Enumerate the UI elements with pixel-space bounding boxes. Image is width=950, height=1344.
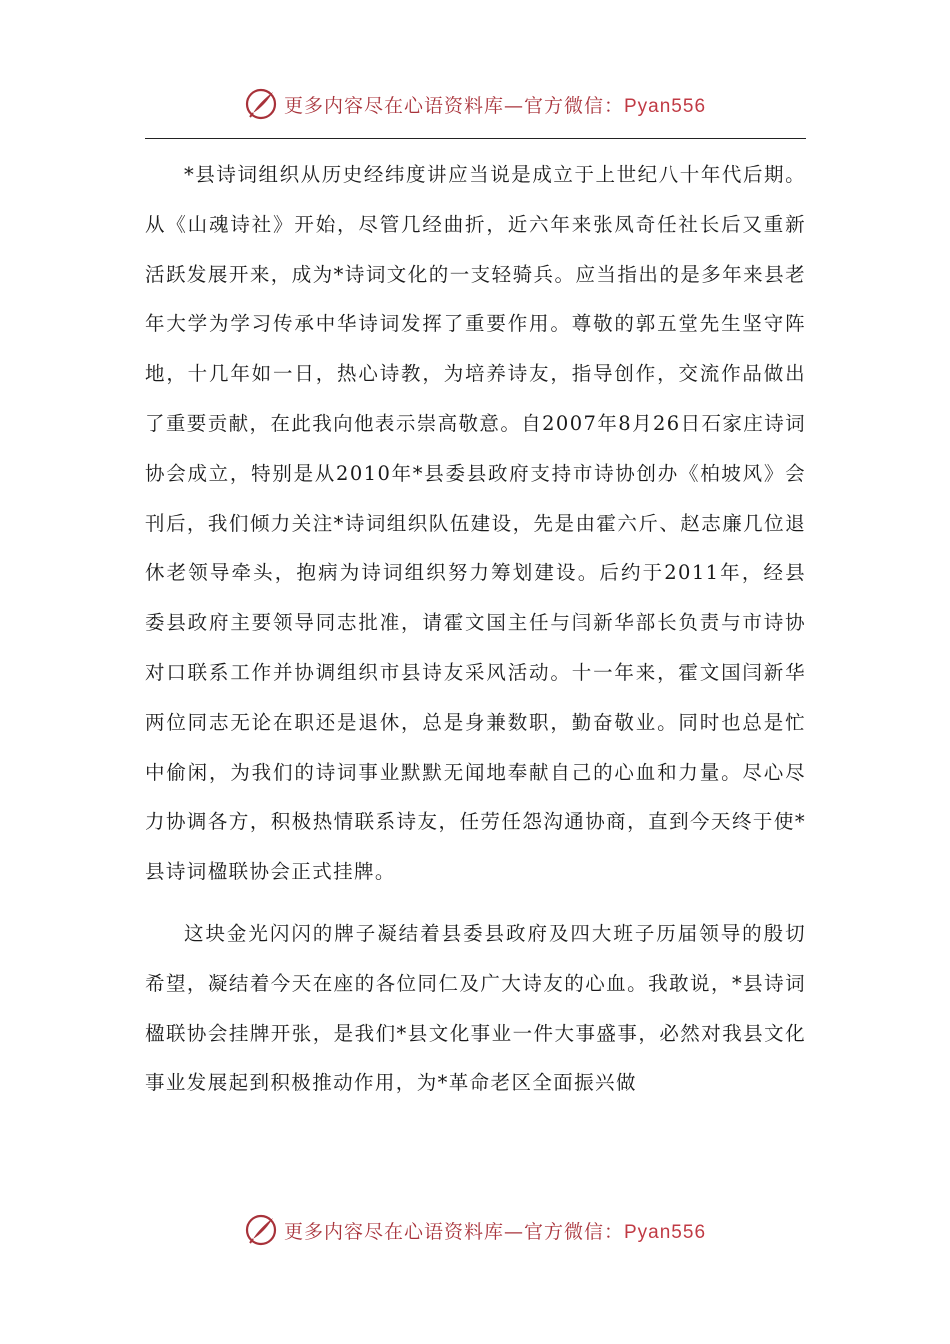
footer-wechat-id: Pyan556 bbox=[624, 1221, 707, 1243]
paragraph-1: *县诗词组织从历史经纬度讲应当说是成立于上世纪八十年代后期。从《山魂诗社》开始，尽管几经曲折，近六年来张凤奇任社长后又重新活跃发展开来，成为*诗词文化的一支轻骑兵。应当指出的是多年来县老年大学为学习传承中华诗词发挥了重要作用。尊敬的郭五堂先生坚守阵地，十几年如一日，热心诗教，为培养诗友，指导创作，交流作品做出了重要贡献，在此我向他表示崇高敬意。自2007年8月26日石家庄诗词协会成立，特别是从2010年*县委县政府支持市诗协创办《柏坡风》会刊后，我们倾力关注*诗词组织队伍建设，先是由霍六斤、赵志廉几位退休老领导牵头，抱病为诗词组织努力筹划建设。后约于2011年，经县委县政府主要领导同志批准，请霍文国主任与闫新华部长负责与市诗协对口联系工作并协调组织市县诗友采风活动。十一年来，霍文国闫新华两位同志无论在职还是退休，总是身兼数职，勤奋敬业。同时也总是忙中偷闲，为我们的诗词事业默默无闻地奉献自己的心血和力量。尽心尽力协调各方，积极热情联系诗友，任劳任怨沟通协商，直到今天终于使*县诗词楹联协会正式挂牌。 bbox=[145, 163, 806, 884]
header-banner bbox=[0, 82, 950, 126]
header-banner-text: 更多内容尽在心语资料库—官方微信：Pyan556 bbox=[283, 94, 707, 117]
quill-pen-logo-icon bbox=[244, 87, 278, 121]
footer-banner-text: 更多内容尽在心语资料库—官方微信：Pyan556 bbox=[283, 1220, 707, 1243]
quill-pen-logo-icon bbox=[244, 1213, 278, 1247]
header-divider bbox=[145, 138, 806, 139]
footer-banner bbox=[0, 1208, 950, 1252]
header-wechat-id: Pyan556 bbox=[624, 95, 707, 117]
document-body bbox=[145, 150, 806, 1108]
paragraph-2: 这块金光闪闪的牌子凝结着县委县政府及四大班子历届领导的殷切希望，凝结着今天在座的各位同仁及广大诗友的心血。我敢说，*县诗词楹联协会挂牌开张，是我们*县文化事业一件大事盛事，必然对我县文化事业发展起到积极推动作用，为*革命老区全面振兴做 bbox=[145, 921, 806, 1095]
